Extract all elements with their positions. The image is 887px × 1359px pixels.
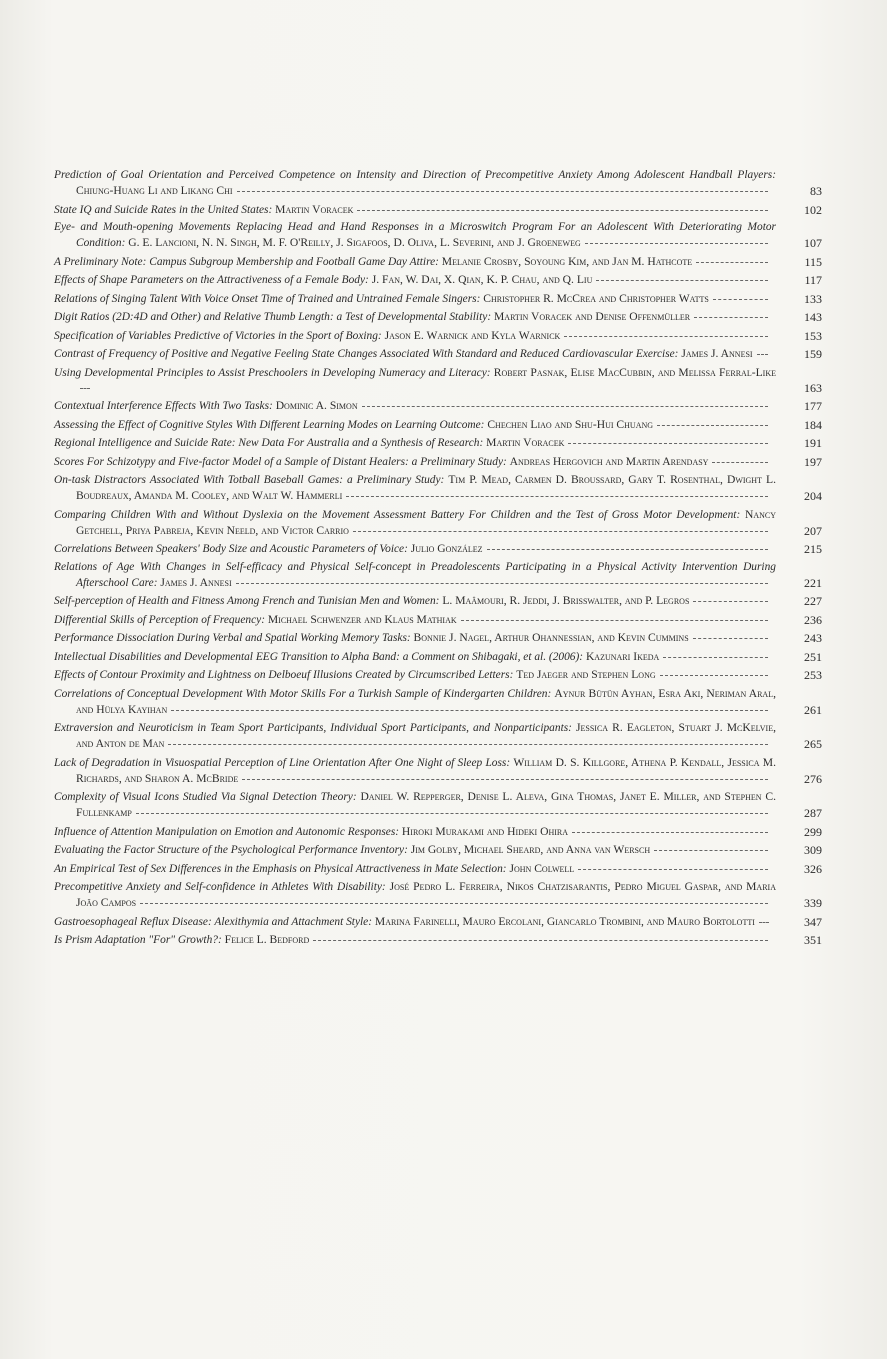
dot-leader: [568, 443, 768, 444]
article-authors: Martin Voracek and Denise Offenmüller: [493, 310, 691, 323]
page-number: 177: [804, 399, 822, 413]
article-title: Influence of Attention Manipulation on Emotion and Autonomic Responses:: [54, 825, 400, 838]
dot-leader: [136, 813, 768, 814]
page-number: 159: [804, 347, 822, 361]
article-title: Extraversion and Neuroticism in Team Sport Participants, Individual Sport Participants, and Nonparticipants:: [54, 722, 572, 734]
dot-leader: [313, 940, 768, 941]
page-number: 143: [804, 310, 822, 324]
article-authors: Julio González: [410, 542, 483, 555]
toc-entry-text: [54, 417, 776, 433]
article-title: Self-perception of Health and Fitness Among French and Tunisian Men and Women:: [54, 595, 440, 607]
article-authors: John Colwell: [509, 861, 575, 875]
article-title: Specification of Variables Predictive of Victories in the Sport of Boxing:: [54, 329, 382, 342]
toc-entry: [54, 861, 834, 877]
page-number: 197: [804, 454, 822, 469]
article-title: Regional Intelligence and Suicide Rate: New Data For Australia and a Synthesis of Research:: [54, 437, 484, 449]
dot-leader: [353, 531, 768, 532]
page-number: 299: [804, 824, 822, 839]
dot-leader: [80, 388, 90, 389]
article-authors: Hiroki Murakami and Hideki Ohira: [401, 824, 569, 838]
dot-leader: [236, 583, 768, 584]
toc-entry: [54, 593, 834, 609]
toc-entry: [54, 789, 834, 821]
dot-leader: [660, 675, 768, 676]
toc-entry-text: [54, 272, 776, 288]
article-title: Contrast of Frequency of Positive and Negative Feeling State Changes Associated With Standard and Reduced Cardiovascular Exercise:: [54, 348, 679, 360]
page-number: 227: [804, 594, 822, 608]
article-authors: J. Fan, W. Dai, X. Qian, K. P. Chau, and Q. Liu: [371, 273, 593, 286]
page-number: 102: [804, 202, 822, 217]
toc-entry: [54, 291, 834, 307]
toc-entry: [54, 472, 834, 504]
dot-leader: [346, 496, 768, 497]
article-authors: Daniel W. Repperger, Denise L. Aleva, Gina Thomas, Janet E. Miller, and Stephen C. Fullenkamp: [76, 790, 776, 819]
dot-leader: [362, 406, 768, 407]
toc-entry-text: [54, 720, 776, 752]
toc-entry-text: [54, 789, 776, 821]
article-authors: Andreas Hergovich and Martin Arendasy: [509, 454, 709, 468]
page-number: 207: [804, 523, 822, 538]
article-authors: Marina Farinelli, Mauro Ercolani, Giancarlo Trombini, and Mauro Bortolotti: [374, 914, 755, 928]
article-title: Evaluating the Factor Structure of the Psychological Performance Inventory:: [54, 844, 408, 856]
article-authors: Aynur Bütün Ayhan, Esra Aki, Neriman Aral, and Hülya Kayihan: [76, 686, 776, 716]
toc-entry: [54, 649, 834, 665]
toc-entry-text: [54, 667, 776, 683]
article-title: Lack of Degradation in Visuospatial Perception of Line Orientation After One Night of Sleep Loss:: [54, 756, 511, 769]
toc-entry: [54, 755, 834, 787]
toc-entry-text: [54, 346, 776, 362]
toc-entry-text: [54, 507, 776, 539]
dot-leader: [596, 280, 768, 281]
article-title: Comparing Children With and Without Dyslexia on the Movement Assessment Battery For Children and the Test of Gross Motor Development:: [54, 508, 741, 521]
article-authors: Tim P. Mead, Carmen D. Broussard, Gary T. Rosenthal, Dwight L. Boudreaux, Amanda M. Cooley, and Walt W. Hammerli: [76, 473, 776, 502]
article-authors: Chechen Liao and Shu-Hui Chuang: [487, 417, 654, 431]
toc-entry: [54, 435, 834, 451]
article-title: Gastroesophageal Reflux Disease: Alexithymia and Attachment Style:: [54, 915, 373, 928]
page-number: 339: [804, 896, 822, 910]
article-authors: Dominic A. Simon: [275, 399, 358, 412]
article-authors: Felice L. Bedford: [224, 933, 310, 946]
toc-entry: [54, 365, 834, 396]
toc-entry-text: [54, 842, 776, 858]
dot-leader: [140, 903, 768, 904]
dot-leader: [237, 191, 768, 192]
article-title: Using Developmental Principles to Assist Preschoolers in Developing Numeracy and Literacy:: [54, 366, 491, 379]
page-number: 287: [804, 806, 822, 820]
article-authors: Jessica R. Eagleton, Stuart J. McKelvie, and Anton de Man: [76, 721, 776, 750]
page-number: 115: [804, 254, 822, 269]
toc-entry: [54, 168, 834, 199]
article-title: Complexity of Visual Icons Studied Via Signal Detection Theory:: [54, 791, 357, 803]
toc-entry-text: [54, 630, 776, 646]
dot-leader: [757, 354, 768, 355]
toc-entry-text: [54, 541, 776, 557]
toc-entry: [54, 254, 834, 270]
toc-entry-text: [54, 861, 776, 877]
toc-entry: [54, 220, 834, 251]
article-title: A Preliminary Note: Campus Subgroup Membership and Football Game Day Attire:: [54, 255, 439, 268]
article-title: Correlations of Conceptual Development With Motor Skills For a Turkish Sample of Kindergarten Children:: [54, 687, 552, 700]
page-number: 83: [810, 184, 822, 198]
dot-leader: [357, 210, 768, 211]
page-number: 251: [804, 649, 822, 664]
toc-entry: [54, 612, 834, 628]
article-title: Correlations Between Speakers' Body Size and Acoustic Parameters of Voice:: [54, 543, 408, 555]
article-title: Contextual Interference Effects With Two Tasks:: [54, 400, 273, 412]
toc-entry: [54, 667, 834, 683]
dot-leader: [696, 262, 768, 263]
toc-entry-text: [54, 686, 776, 718]
article-title: Differential Skills of Perception of Frequency:: [54, 613, 265, 626]
article-authors: Kazunari Ikeda: [585, 649, 660, 663]
page-number: 133: [804, 291, 822, 306]
toc-entry: [54, 932, 834, 948]
toc-entry: [54, 417, 834, 433]
article-title: Precompetitive Anxiety and Self-confidence in Athletes With Disability:: [54, 881, 386, 893]
article-title: Effects of Shape Parameters on the Attractiveness of a Female Body:: [54, 274, 369, 286]
dot-leader: [694, 317, 768, 318]
article-authors: G. E. Lancioni, N. N. Singh, M. F. O'Reilly, J. Sigafoos, D. Oliva, L. Severini, and J. Groeneweg: [128, 236, 581, 249]
article-title: State IQ and Suicide Rates in the United States:: [54, 203, 273, 216]
toc-entry-text: [54, 612, 776, 628]
toc-entry-text: [54, 560, 776, 591]
toc-entry-text: [54, 755, 776, 787]
page-number: 191: [804, 436, 822, 450]
article-title: Prediction of Goal Orientation and Perceived Competence on Intensity and Direction of Precompetitive Anxiety Among Adolescent Handball Players:: [54, 169, 776, 181]
article-authors: Michael Schwenzer and Klaus Mathiak: [267, 612, 457, 626]
page-number: 253: [804, 668, 822, 682]
toc-entry-text: [54, 879, 776, 911]
article-authors: James J. Annesi: [681, 347, 753, 360]
toc-entry: [54, 824, 834, 840]
article-title: Eye- and Mouth-opening Movements Replacing Head and Hand Responses in a Microswitch Program For an Adolescent With Deteriorating Motor Condition:: [54, 221, 776, 249]
article-authors: Jason E. Warnick and Kyla Warnick: [384, 328, 561, 342]
article-title: Assessing the Effect of Cognitive Styles With Different Learning Modes on Learning Outcome:: [54, 418, 485, 431]
toc-entry: [54, 842, 834, 858]
article-title: Relations of Age With Changes in Self-efficacy and Physical Self-concept in Preadolescents Participating in a Physical Activity Intervention During Afterschool Care:: [54, 560, 776, 589]
toc-entry-text: [54, 168, 776, 199]
dot-leader: [572, 832, 768, 833]
dot-leader: [693, 638, 768, 639]
toc-entry: [54, 507, 834, 539]
toc-entry-text: [54, 220, 776, 251]
toc-entry-text: [54, 291, 776, 307]
toc-entry-text: [54, 202, 776, 218]
article-authors: Nancy Getchell, Priya Pabreja, Kevin Neeld, and Victor Carrio: [76, 507, 776, 537]
article-authors: Chiung-Huang Li and Likang Chi: [76, 184, 233, 197]
page-number: 265: [804, 737, 822, 751]
toc-entry: [54, 560, 834, 591]
toc-entry-text: [54, 435, 776, 451]
article-title: On-task Distractors Associated With Totball Baseball Games: a Preliminary Study:: [54, 474, 445, 486]
page-number: 243: [804, 631, 822, 645]
article-title: Intellectual Disabilities and Developmental EEG Transition to Alpha Band: a Comment on Shibagaki, et al. (2006):: [54, 650, 584, 663]
page-number: 351: [804, 933, 822, 947]
article-title: Digit Ratios (2D:4D and Other) and Relative Thumb Length: a Test of Developmental Stability:: [54, 311, 492, 323]
toc-entry: [54, 541, 834, 557]
toc-entry-text: [54, 914, 776, 930]
toc-entry-text: [54, 254, 776, 270]
toc-entry: [54, 686, 834, 718]
page-number: 236: [804, 612, 822, 627]
article-title: Effects of Contour Proximity and Lightness on Delboeuf Illusions Created by Circumscribed Letters:: [54, 669, 514, 681]
toc-entry-text: [54, 398, 776, 414]
article-authors: James J. Annesi: [160, 575, 232, 589]
article-authors: L. Maâmouri, R. Jeddi, J. Brisswalter, and P. Legros: [442, 594, 690, 607]
page-number: 204: [804, 489, 822, 503]
toc-entry-text: [54, 328, 776, 344]
dot-leader: [168, 744, 768, 745]
article-authors: Martin Voracek: [275, 202, 354, 216]
toc-entry: [54, 346, 834, 362]
dot-leader: [578, 869, 768, 870]
page-number: 107: [804, 236, 822, 250]
dot-leader: [713, 299, 768, 300]
table-of-contents: [54, 168, 834, 951]
article-authors: Melanie Crosby, Soyoung Kim, and Jan M. Hathcote: [441, 254, 693, 268]
toc-entry: [54, 328, 834, 344]
toc-entry: [54, 720, 834, 752]
toc-entry: [54, 272, 834, 288]
page-number: 117: [804, 273, 822, 287]
dot-leader: [171, 710, 768, 711]
article-title: Scores For Schizotypy and Five-factor Model of a Sample of Distant Healers: a Preliminary Study:: [54, 455, 507, 468]
page-number: 163: [804, 380, 822, 395]
page-number: 221: [804, 575, 822, 590]
page-number: 309: [804, 843, 822, 857]
page-number: 326: [804, 861, 822, 876]
toc-entry: [54, 879, 834, 911]
dot-leader: [759, 922, 769, 923]
dot-leader: [487, 549, 768, 550]
toc-entry: [54, 309, 834, 325]
toc-entry-text: [54, 649, 776, 665]
toc-entry: [54, 630, 834, 646]
dot-leader: [585, 243, 768, 244]
dot-leader: [657, 425, 768, 426]
toc-entry: [54, 398, 834, 414]
page-number: 261: [804, 702, 822, 717]
page-number: 153: [804, 328, 822, 343]
toc-entry-text: [54, 472, 776, 504]
toc-entry-text: [54, 309, 776, 325]
toc-entry: [54, 914, 834, 930]
page-number: 184: [804, 417, 822, 432]
dot-leader: [663, 657, 768, 658]
toc-entry-text: [54, 593, 776, 609]
dot-leader: [564, 336, 768, 337]
toc-entry: [54, 202, 834, 218]
dot-leader: [242, 779, 768, 780]
toc-entry-text: [54, 365, 776, 396]
article-authors: William D. S. Killgore, Athena P. Kendall, Jessica M. Richards, and Sharon A. McBride: [76, 755, 776, 785]
article-authors: Bonnie J. Nagel, Arthur Ohannessian, and Kevin Cummins: [413, 631, 689, 644]
toc-entry: [54, 454, 834, 470]
page-number: 347: [804, 914, 822, 929]
page-number: 276: [804, 771, 822, 786]
dot-leader: [712, 462, 768, 463]
toc-entry-text: [54, 454, 776, 470]
article-authors: Robert Pasnak, Elise MacCubbin, and Melissa Ferral-Like: [493, 365, 776, 379]
toc-entry-text: [54, 824, 776, 840]
article-authors: José Pedro L. Ferreira, Nikos Chatzisarantis, Pedro Miguel Gaspar, and Maria João Campos: [76, 880, 776, 909]
article-title: Relations of Singing Talent With Voice Onset Time of Trained and Untrained Female Singers:: [54, 292, 481, 305]
article-authors: Christopher R. McCrea and Christopher Watts: [483, 291, 709, 305]
article-title: An Empirical Test of Sex Differences in the Emphasis on Physical Attractiveness in Mate Selection:: [54, 862, 507, 875]
toc-entry-text: [54, 932, 776, 948]
dot-leader: [461, 620, 768, 621]
article-authors: Jim Golby, Michael Sheard, and Anna van Wersch: [410, 843, 651, 856]
article-authors: Ted Jaeger and Stephen Long: [516, 668, 656, 681]
dot-leader: [654, 850, 768, 851]
article-title: Is Prism Adaptation "For" Growth?:: [54, 934, 222, 946]
article-title: Performance Dissociation During Verbal and Spatial Working Memory Tasks:: [54, 632, 411, 644]
article-authors: Martin Voracek: [486, 436, 565, 449]
dot-leader: [693, 601, 768, 602]
page-number: 215: [804, 542, 822, 556]
